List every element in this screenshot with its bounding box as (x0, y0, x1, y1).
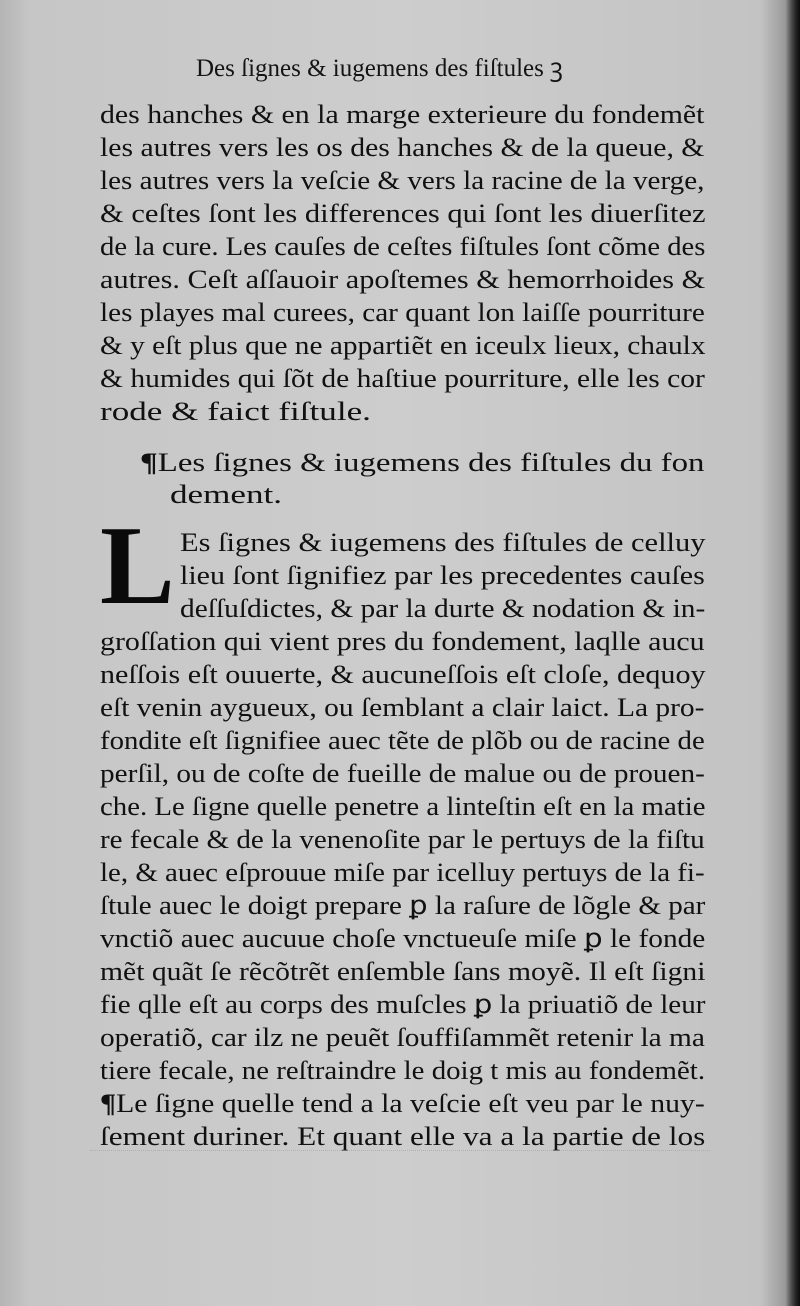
text-line: les autres vers les os des hanches & de la queue, & (100, 133, 705, 162)
text-line-with-pilcrow (100, 1089, 705, 1119)
text-line: perſil, ou de coſte de fueille de malue ou de prouen- (100, 759, 705, 788)
page-gutter-shadow (786, 0, 800, 1306)
text-line: groſſation qui vient pres du fondement, laqlle aucu (100, 627, 705, 656)
text-line: neſſois eſt ouuerte, & aucuneſſois eſt cloſe, dequoy (100, 660, 706, 689)
section-heading-text: Les ſignes & iugemens des fiſtules du fon (157, 448, 705, 477)
text-line: re fecale & de la venenoſite par le pertuys de la fiſtu (100, 825, 705, 854)
text-line: che. Le ſigne quelle penetre a linteſtin eſt en la matie (100, 792, 706, 821)
text-line: mẽt quãt ſe rẽcõtrẽt enſemble ſans moyẽ. Il eſt ſigni (100, 957, 706, 986)
text-line: le, & auec eſprouue miſe par icelluy pertuys de la fi- (100, 858, 705, 887)
text-line: des hanches & en la marge exterieure du fondemẽt (100, 100, 705, 129)
pilcrow-mark: ¶ (100, 1089, 117, 1118)
text-line: lieu ſont ſignifiez par les precedentes cauſes (180, 561, 705, 590)
text-span: Le ſigne quelle tend a la veſcie eſt veu par le nuy- (116, 1089, 705, 1118)
section-heading-line-1 (140, 448, 704, 478)
text-line: fondite eſt ſignifiee auec tẽte de plõb ou de racine de (100, 726, 705, 755)
text-line: & humides qui ſõt de haſtiue pourriture, elle les cor (100, 364, 705, 393)
drop-cap: L (100, 504, 175, 628)
text-line: eſt venin aygueux, ou ſemblant a clair laict. La pro- (100, 693, 705, 722)
text-line: operatiõ, car ilz ne peuẽt ſouffiſammẽt retenir la ma (100, 1023, 705, 1052)
text-line: tiere fecale, ne reſtraindre le doig t mis au fondemẽt. (100, 1056, 706, 1085)
text-line: les playes mal curees, car quant lon laiſſe pourriture (100, 298, 705, 327)
text-line: ſtule auec le doigt prepare ꝑ la raſure de lõgle & par (100, 891, 706, 920)
text-line: ſement duriner. Et quant elle va a la partie de los (100, 1122, 706, 1151)
text-line: les autres vers la veſcie & vers la racine de la verge, (100, 166, 705, 195)
text-line: Es ſignes & iugemens des fiſtules de celluy (180, 528, 706, 557)
text-line: fie qlle eſt au corps des muſcles ꝑ la priuatiõ de leur (100, 990, 706, 1019)
pilcrow-mark: ¶ (140, 448, 158, 477)
text-line: vnctiõ auec aucuue choſe vnctueuſe miſe ꝑ le fonde (100, 924, 706, 953)
text-line: & ceſtes ſont les differences qui ſont les diuerſitez (100, 199, 706, 228)
running-header (196, 50, 636, 84)
header-text: Des ſignes & iugemens des fiſtules (196, 55, 544, 82)
section-heading-line-2: dement. (170, 480, 283, 509)
folio-mark: ꝫ (550, 55, 563, 82)
text-line: & y eſt plus que ne appartiẽt en iceulx lieux, chaulx (100, 331, 706, 360)
page-bottom-speckle (90, 1150, 710, 1157)
text-line: deſſuſdictes, & par la durte & nodation & in- (180, 594, 706, 623)
text-line: autres. Ceſt aſſauoir apoſtemes & hemorrhoides & (100, 265, 706, 294)
text-line: de la cure. Les cauſes de ceſtes fiſtules ſont cõme des (100, 232, 706, 261)
text-line: rode & faict fiſtule. (100, 397, 371, 426)
